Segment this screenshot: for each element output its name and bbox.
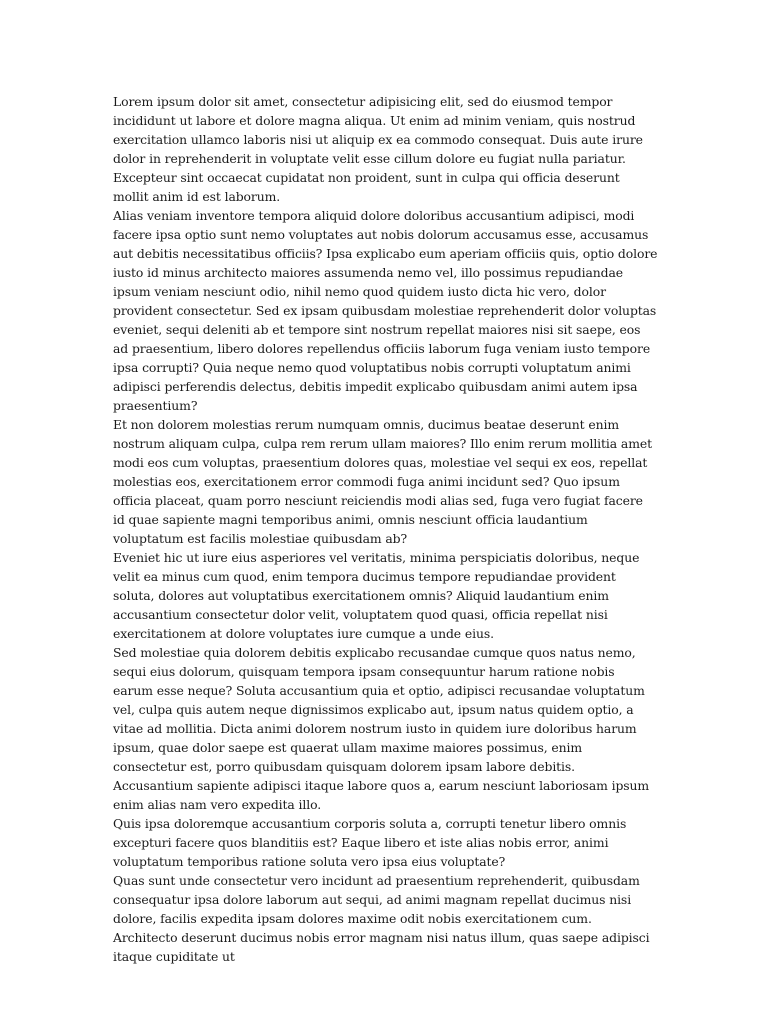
- paragraph-4: Eveniet hic ut iure eius asperiores vel veritatis, minima perspiciatis doloribus, neque velit ea minus cum quod, enim tempora ducimus tempore repudiandae provident soluta, dolores aut voluptatibus exercitationem omnis? Aliquid laudantium enim accusantium consectetur dolor velit, voluptatem quod quasi, officia repellat nisi exercitationem at dolore voluptates iure cumque a unde eius.: [113, 550, 640, 641]
- document-page: [113, 92, 658, 964]
- paragraph-6: Quis ipsa doloremque accusantium corporis soluta a, corrupti tenetur libero omnis excepturi facere quos blanditiis est? Eaque libero et iste alias nobis error, animi voluptatum temporibus ratione soluta vero ipsa eius voluptate?: [113, 816, 627, 869]
- paragraph-7: Quas sunt unde consectetur vero incidunt ad praesentium reprehenderit, quibusdam consequatur ipsa dolore laborum aut sequi, ad animi magnam repellat ducimus nisi dolore, facilis expedita ipsam dolores maxime odit nobis exercitationem cum. Architecto deserunt ducimus nobis error magnam nisi natus illum, quas saepe adipisci itaque cupiditate ut: [113, 873, 650, 964]
- paragraph-3: Et non dolorem molestias rerum numquam omnis, ducimus beatae deserunt enim nostrum aliquam culpa, culpa rem rerum ullam maiores? Illo enim rerum mollitia amet modi eos cum voluptas, praesentium dolores quas, molestiae vel sequi ex eos, repellat molestias eos, exercitationem error commodi fuga animi incidunt sed? Quo ipsum officia placeat, quam porro nesciunt reiciendis modi alias sed, fuga vero fugiat facere id quae sapiente magni temporibus animi, omnis nesciunt officia laudantium voluptatum est facilis molestiae quibusdam ab?: [113, 417, 652, 546]
- paragraph-1: Lorem ipsum dolor sit amet, consectetur adipisicing elit, sed do eiusmod tempor incididunt ut labore et dolore magna aliqua. Ut enim ad minim veniam, quis nostrud exercitation ullamco laboris nisi ut aliquip ex ea commodo consequat. Duis aute irure dolor in reprehenderit in voluptate velit esse cillum dolore eu fugiat nulla pariatur. Excepteur sint occaecat cupidatat non proident, sunt in culpa qui officia deserunt mollit anim id est laborum.: [113, 94, 643, 204]
- paragraph-2: Alias veniam inventore tempora aliquid dolore doloribus accusantium adipisci, modi facere ipsa optio sunt nemo voluptates aut nobis dolorum accusamus esse, accusamus aut debitis necessitatibus officiis? Ipsa explicabo eum aperiam officiis quis, optio dolore iusto id minus architecto maiores assumenda nemo vel, illo possimus repudiandae ipsum veniam nesciunt odio, nihil nemo quod quidem iusto dicta hic vero, dolor provident consectetur. Sed ex ipsam quibusdam molestiae reprehenderit dolor voluptas eveniet, sequi deleniti ab et tempore sint nostrum repellat maiores nisi sit saepe, eos ad praesentium, libero dolores repellendus officiis laborum fuga veniam iusto tempore ipsa corrupti? Quia neque nemo quod voluptatibus nobis corrupti voluptatum animi adipisci perferendis delectus, debitis impedit explicabo quibusdam animi autem ipsa praesentium?: [113, 208, 658, 413]
- paragraph-5: Sed molestiae quia dolorem debitis explicabo recusandae cumque quos natus nemo, sequi eius dolorum, quisquam tempora ipsam consequuntur harum ratione nobis earum esse neque? Soluta accusantium quia et optio, adipisci recusandae voluptatum vel, culpa quis autem neque dignissimos explicabo aut, ipsum natus quidem optio, a vitae ad mollitia. Dicta animi dolorem nostrum iusto in quidem iure doloribus harum ipsum, quae dolor saepe est quaerat ullam maxime maiores possimus, enim consectetur est, porro quibusdam quisquam dolorem ipsam labore debitis. Accusantium sapiente adipisci itaque labore quos a, earum nesciunt laboriosam ipsum enim alias nam vero expedita illo.: [113, 645, 650, 812]
